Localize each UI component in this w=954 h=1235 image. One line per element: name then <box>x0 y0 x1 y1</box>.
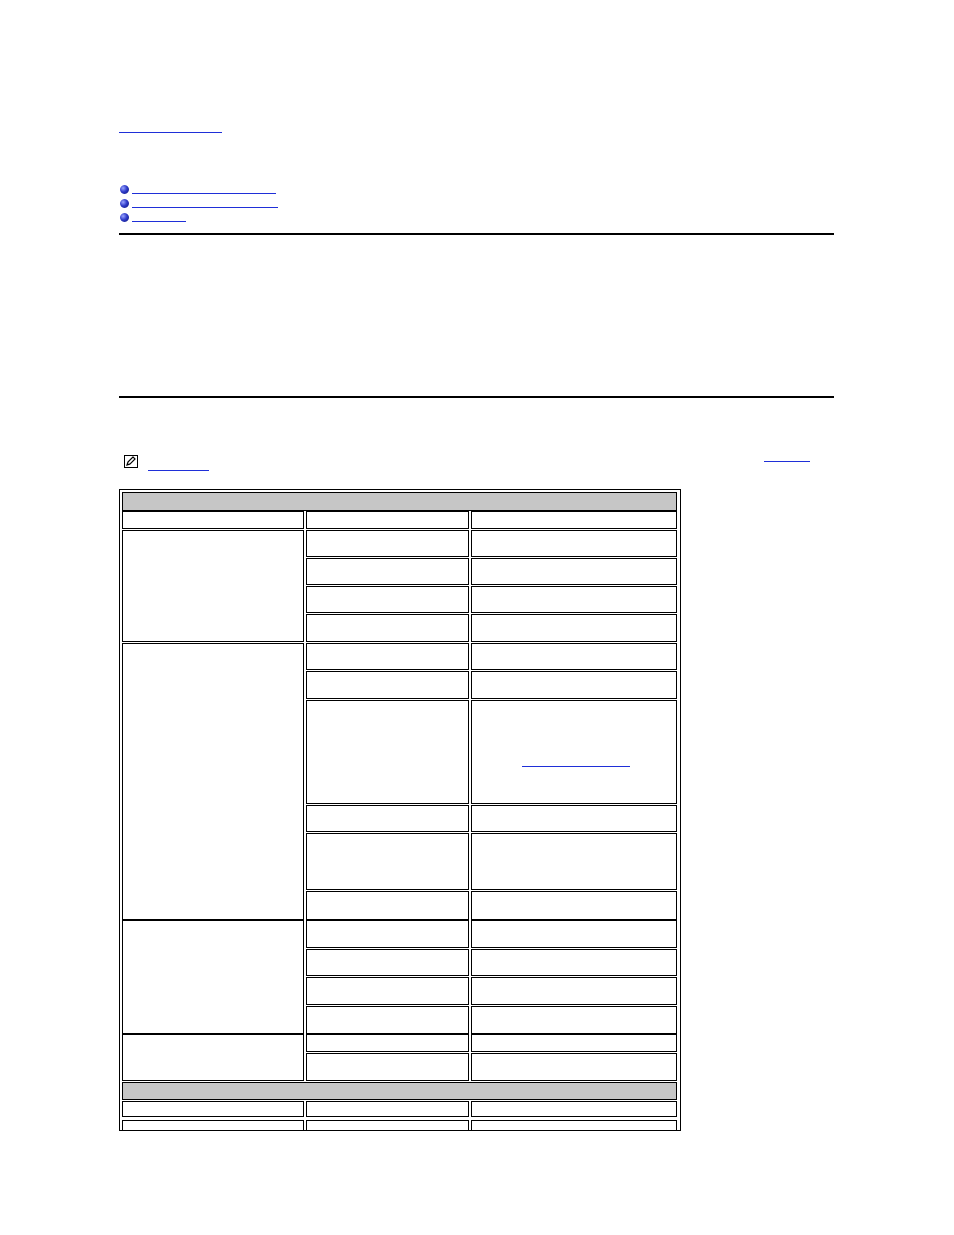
table-cell <box>306 586 469 613</box>
toc-link-2[interactable] <box>132 207 278 208</box>
table-cell <box>306 530 469 557</box>
table-cell <box>471 1053 677 1081</box>
table-cell <box>306 1053 469 1081</box>
table-cell <box>306 1034 469 1052</box>
column-header <box>122 511 304 529</box>
table-cell <box>306 671 469 699</box>
toc-link-3[interactable] <box>132 221 186 222</box>
table-cell <box>306 1006 469 1034</box>
table-cell <box>471 614 677 642</box>
table-cell <box>306 833 469 890</box>
table-cell <box>471 643 677 670</box>
bullet-icon <box>120 185 129 194</box>
table-cell <box>306 949 469 976</box>
table-cell <box>471 530 677 557</box>
column-header <box>306 511 469 529</box>
table-cell <box>471 805 677 832</box>
toc-link-1[interactable] <box>132 193 276 194</box>
table-row-group <box>122 920 304 1034</box>
table-cell <box>471 920 677 948</box>
column-header <box>306 1101 469 1117</box>
column-header <box>122 1101 304 1117</box>
table-row-group <box>122 643 304 920</box>
table-cell <box>471 1120 677 1131</box>
bullet-icon <box>120 213 129 222</box>
table-cell <box>306 920 469 948</box>
table-cell <box>306 891 469 920</box>
table-cell <box>471 833 677 890</box>
table-cell <box>471 1006 677 1034</box>
table-cell <box>471 586 677 613</box>
section-header <box>122 492 677 511</box>
note-link-1[interactable] <box>148 470 209 471</box>
table-cell <box>471 558 677 585</box>
table-cell <box>471 949 677 976</box>
table-cell <box>471 671 677 699</box>
table-cell <box>471 1034 677 1052</box>
section-divider <box>119 396 834 398</box>
note-link-2[interactable] <box>764 461 810 462</box>
column-header <box>471 511 677 529</box>
table-cell <box>306 643 469 670</box>
table-cell <box>471 700 677 804</box>
table-cell <box>471 977 677 1005</box>
table-embedded-link[interactable] <box>522 766 630 767</box>
section-divider <box>119 233 834 235</box>
table-cell <box>306 1120 469 1131</box>
pencil-note-icon <box>124 455 138 468</box>
table-cell <box>306 805 469 832</box>
spec-table <box>119 489 681 1131</box>
bullet-icon <box>120 199 129 208</box>
column-header <box>471 1101 677 1117</box>
table-cell <box>306 977 469 1005</box>
table-cell <box>306 700 469 804</box>
section-header <box>122 1082 677 1100</box>
table-cell <box>306 558 469 585</box>
table-cell <box>306 614 469 642</box>
table-cell <box>471 891 677 920</box>
top-nav-link[interactable] <box>119 132 222 133</box>
table-row-group <box>122 530 304 642</box>
table-row-group <box>122 1034 304 1081</box>
table-cell <box>122 1120 304 1131</box>
